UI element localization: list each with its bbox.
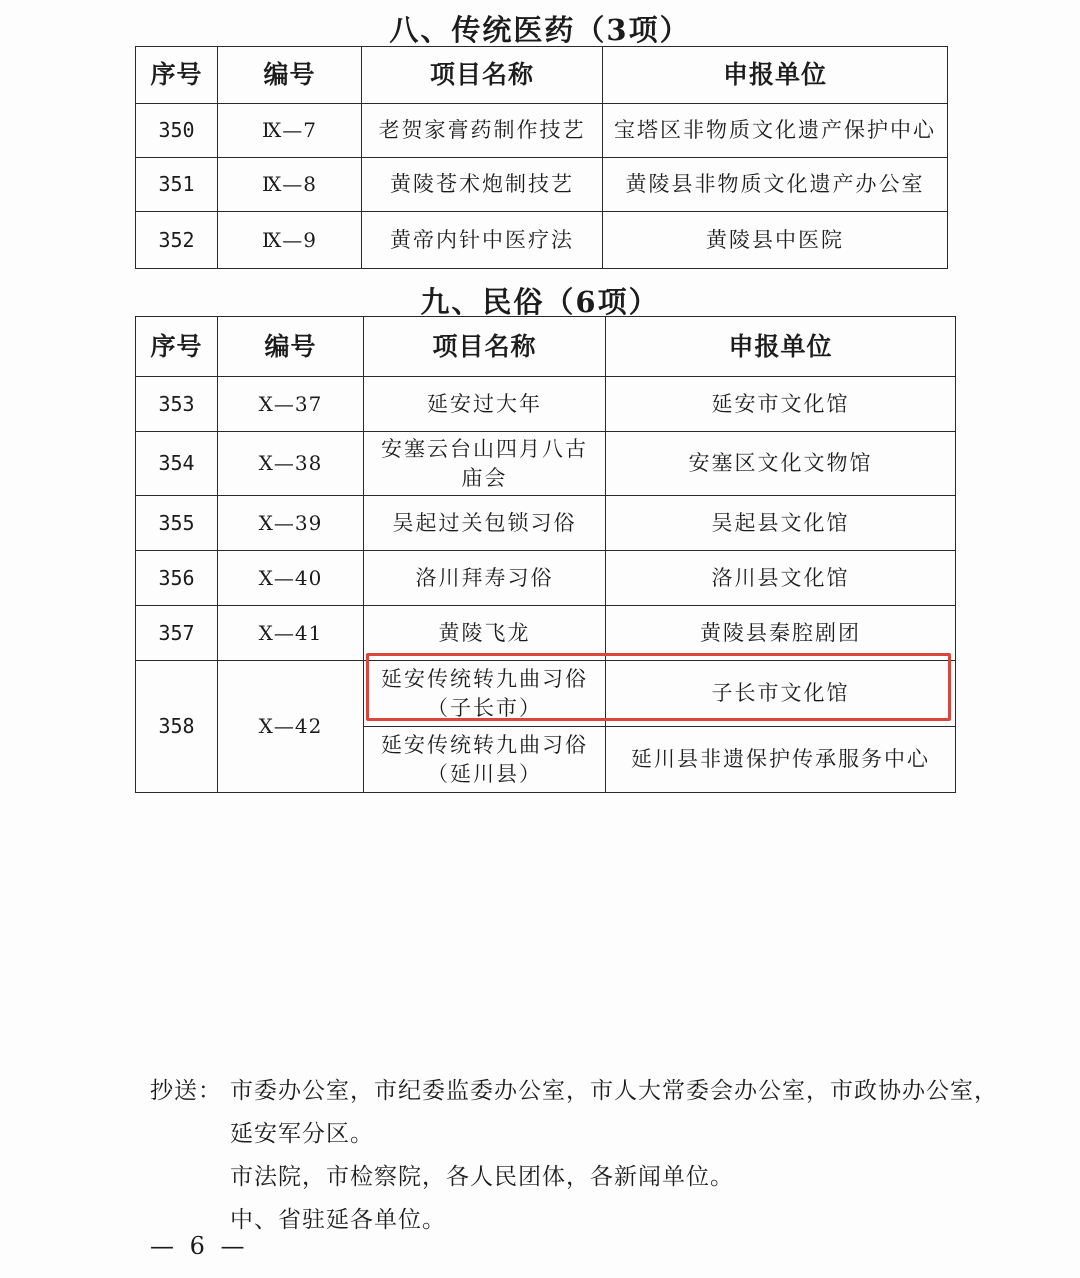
table-header-row — [136, 47, 948, 104]
code-cell: Ⅹ—41 — [218, 606, 364, 661]
project-name-cell: 黄陵飞龙 — [364, 606, 606, 661]
applicant-unit-cell: 延安市文化馆 — [606, 377, 956, 432]
cc-recipients-line2: 延安军分区。 — [230, 1121, 374, 1147]
table-row — [136, 104, 948, 158]
applicant-unit-cell: 子长市文化馆 — [606, 661, 956, 727]
applicant-unit-cell: 黄陵县中医院 — [603, 212, 948, 269]
table-row — [136, 496, 956, 551]
header-serial: 序号 — [136, 47, 218, 104]
header-applicant-unit: 申报单位 — [603, 47, 948, 104]
serial-cell: 350 — [136, 104, 218, 158]
header-applicant-unit: 申报单位 — [606, 317, 956, 377]
serial-cell: 357 — [136, 606, 218, 661]
page-number: — 6 — — [150, 1232, 249, 1260]
applicant-unit-cell: 吴起县文化馆 — [606, 496, 956, 551]
serial-cell: 355 — [136, 496, 218, 551]
project-name-cell: 洛川拜寿习俗 — [364, 551, 606, 606]
header-project-name: 项目名称 — [362, 47, 603, 104]
table-row — [136, 551, 956, 606]
table-row — [136, 158, 948, 212]
cc-label: 抄送： — [150, 1078, 222, 1104]
cc-recipients-line1: 市委办公室，市纪委监委办公室，市人大常委会办公室，市政协办公室， — [230, 1078, 998, 1104]
table-header-row — [136, 317, 956, 377]
header-code: 编号 — [218, 47, 362, 104]
cc-recipients-line4: 中、省驻延各单位。 — [230, 1207, 446, 1233]
cc-list — [150, 1070, 1010, 1242]
code-cell: Ⅹ—38 — [218, 432, 364, 496]
code-cell: Ⅸ—7 — [218, 104, 362, 158]
applicant-unit-cell: 宝塔区非物质文化遗产保护中心 — [603, 104, 948, 158]
folk-customs-table — [135, 316, 956, 793]
applicant-unit-cell: 安塞区文化文物馆 — [606, 432, 956, 496]
code-cell: Ⅹ—40 — [218, 551, 364, 606]
serial-cell: 358 — [136, 661, 218, 793]
project-name-cell: 老贺家膏药制作技艺 — [362, 104, 603, 158]
serial-cell: 353 — [136, 377, 218, 432]
cc-first-line — [150, 1070, 1010, 1113]
header-code: 编号 — [218, 317, 364, 377]
code-cell: Ⅸ—9 — [218, 212, 362, 269]
table-row — [136, 661, 956, 727]
code-cell: Ⅹ—39 — [218, 496, 364, 551]
table-row — [136, 432, 956, 496]
traditional-medicine-table — [135, 46, 948, 269]
project-name-cell: 延安传统转九曲习俗（延川县） — [364, 727, 606, 793]
table-row — [136, 212, 948, 269]
header-project-name: 项目名称 — [364, 317, 606, 377]
project-name-cell: 延安传统转九曲习俗（子长市） — [364, 661, 606, 727]
project-name-cell: 黄陵苍术炮制技艺 — [362, 158, 603, 212]
section-title-traditional-medicine: 八、传统医药（3项） — [389, 13, 691, 47]
serial-cell: 352 — [136, 212, 218, 269]
table-row — [136, 606, 956, 661]
applicant-unit-cell: 黄陵县非物质文化遗产办公室 — [603, 158, 948, 212]
project-name-cell: 吴起过关包锁习俗 — [364, 496, 606, 551]
code-cell: Ⅸ—8 — [218, 158, 362, 212]
header-serial: 序号 — [136, 317, 218, 377]
applicant-unit-cell: 洛川县文化馆 — [606, 551, 956, 606]
serial-cell: 351 — [136, 158, 218, 212]
project-name-cell: 安塞云台山四月八古庙会 — [364, 432, 606, 496]
project-name-cell: 延安过大年 — [364, 377, 606, 432]
section-title-folk-customs: 九、民俗（6项） — [420, 285, 660, 319]
serial-cell: 356 — [136, 551, 218, 606]
table-row — [136, 377, 956, 432]
applicant-unit-cell: 延川县非遗保护传承服务中心 — [606, 727, 956, 793]
applicant-unit-cell: 黄陵县秦腔剧团 — [606, 606, 956, 661]
code-cell: Ⅹ—37 — [218, 377, 364, 432]
code-cell: Ⅹ—42 — [218, 661, 364, 793]
project-name-cell: 黄帝内针中医疗法 — [362, 212, 603, 269]
serial-cell: 354 — [136, 432, 218, 496]
cc-recipients-line3: 市法院，市检察院，各人民团体，各新闻单位。 — [230, 1164, 734, 1190]
